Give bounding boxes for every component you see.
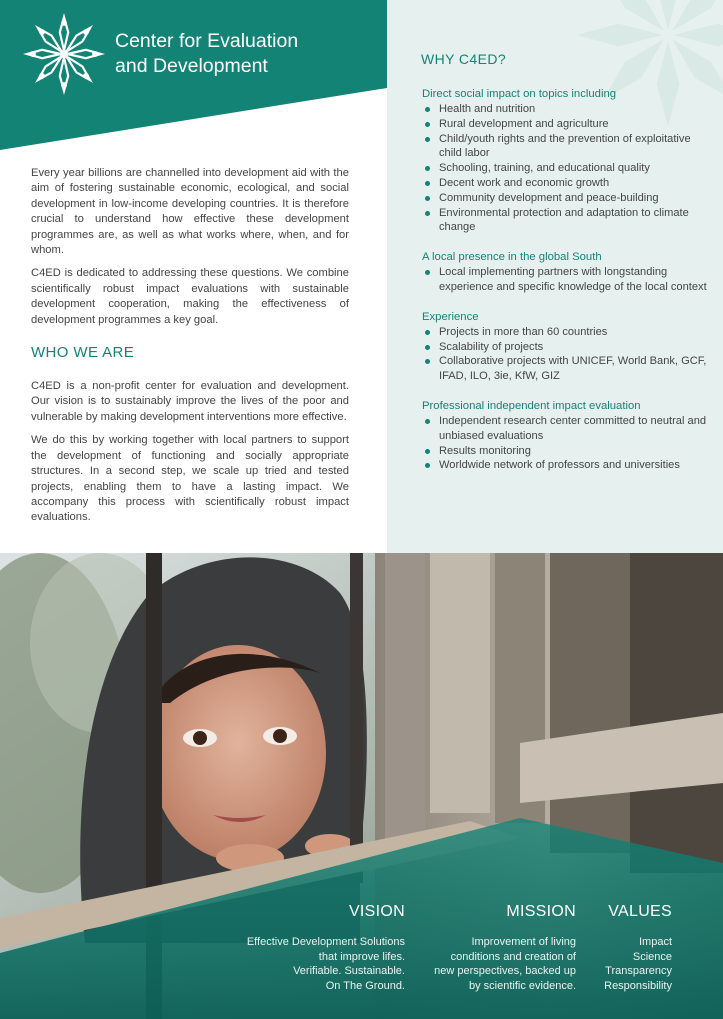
why-group-local-presence bbox=[422, 250, 712, 295]
vision-title: VISION bbox=[348, 903, 405, 920]
list-item: Worldwide network of professors and universities bbox=[422, 458, 712, 473]
why-group-experience bbox=[422, 310, 712, 384]
star-burst-logo-icon bbox=[22, 12, 106, 96]
list-item: Decent work and economic growth bbox=[422, 176, 712, 191]
who-we-are-paragraph: C4ED is a non-profit center for evaluation and development. Our vision is to sustainably improve the lives of the poor and vulnerable by making development interventions more effective. bbox=[31, 380, 349, 423]
organization-name-line-1: Center for Evaluation bbox=[115, 30, 299, 52]
intro-paragraph: C4ED is dedicated to addressing these questions. We combine scientifically robust impact evaluations with sustainable development cooperation, making the effectiveness of development programmes a key goal. bbox=[31, 267, 349, 326]
list-item: Rural development and agriculture bbox=[422, 117, 712, 132]
values-line: Impact bbox=[638, 936, 672, 948]
why-group-heading: A local presence in the global South bbox=[422, 251, 602, 264]
why-c4ed-panel bbox=[387, 0, 723, 553]
list-item: Independent research center committed to neutral and unbiased evaluations bbox=[422, 414, 712, 444]
vision-line: On The Ground. bbox=[325, 980, 405, 993]
values-line: Transparency bbox=[605, 965, 672, 978]
list-item: Projects in more than 60 countries bbox=[422, 325, 712, 340]
list-item: Health and nutrition bbox=[422, 102, 712, 117]
values-title: VALUES bbox=[608, 903, 672, 920]
values-line: Science bbox=[632, 950, 672, 963]
intro-column bbox=[31, 166, 349, 534]
why-group-heading: Direct social impact on topics including bbox=[422, 88, 617, 100]
intro-paragraph: Every year billions are channelled into development aid with the aim of fostering sustainable economic, ecological, and social development in low-income developing countries. It is therefore crucial to understand how effective these development programmes are, as well as what works where, when, and for whom. bbox=[31, 167, 349, 257]
list-item: Collaborative projects with UNICEF, World Bank, GCF, IFAD, ILO, 3ie, KfW, GIZ bbox=[422, 354, 712, 384]
mission-line: Improvement of living bbox=[471, 936, 576, 948]
why-c4ed-list bbox=[422, 87, 712, 488]
mission-title: MISSION bbox=[506, 903, 576, 920]
vision-line: Effective Development Solutions bbox=[246, 936, 405, 948]
list-item: Child/youth rights and the prevention of exploitative child labor bbox=[422, 132, 712, 162]
why-group-heading: Experience bbox=[422, 310, 479, 323]
mission-line: new perspectives, backed up bbox=[434, 965, 576, 978]
list-item: Community development and peace-building bbox=[422, 191, 712, 206]
vision-block bbox=[205, 903, 405, 994]
organization-name-line-2: and Development bbox=[115, 55, 268, 77]
who-we-are-title: WHO WE ARE bbox=[31, 344, 135, 362]
mission-line: by scientific evidence. bbox=[469, 980, 576, 993]
why-group-heading: Professional independent impact evaluation bbox=[422, 399, 641, 412]
values-line: Responsibility bbox=[604, 980, 672, 993]
list-item: Scalability of projects bbox=[422, 340, 712, 355]
mission-block bbox=[396, 903, 576, 994]
list-item: Results monitoring bbox=[422, 444, 712, 459]
why-c4ed-title: WHY C4ED? bbox=[421, 51, 507, 67]
mission-line: conditions and creation of bbox=[450, 950, 576, 963]
list-item: Schooling, training, and educational quality bbox=[422, 161, 712, 176]
why-group-professional-evaluation bbox=[422, 399, 712, 473]
values-block bbox=[572, 903, 672, 994]
vision-line: Verifiable. Sustainable. bbox=[293, 965, 405, 978]
organization-name bbox=[115, 29, 298, 79]
why-group-social-impact bbox=[422, 87, 712, 235]
vision-line: that improve lifes. bbox=[318, 950, 405, 963]
list-item: Environmental protection and adaptation to climate change bbox=[422, 206, 712, 236]
who-we-are-paragraph: We do this by working together with local partners to support the development of functioning and socially appropriate structures. In a second step, we scale up tried and tested projects, enabling them to have a lasting impact. We accompany this process with scientifically robust impact evaluations. bbox=[31, 434, 349, 524]
list-item: Local implementing partners with longstanding experience and specific knowledge of the local context bbox=[422, 265, 712, 295]
